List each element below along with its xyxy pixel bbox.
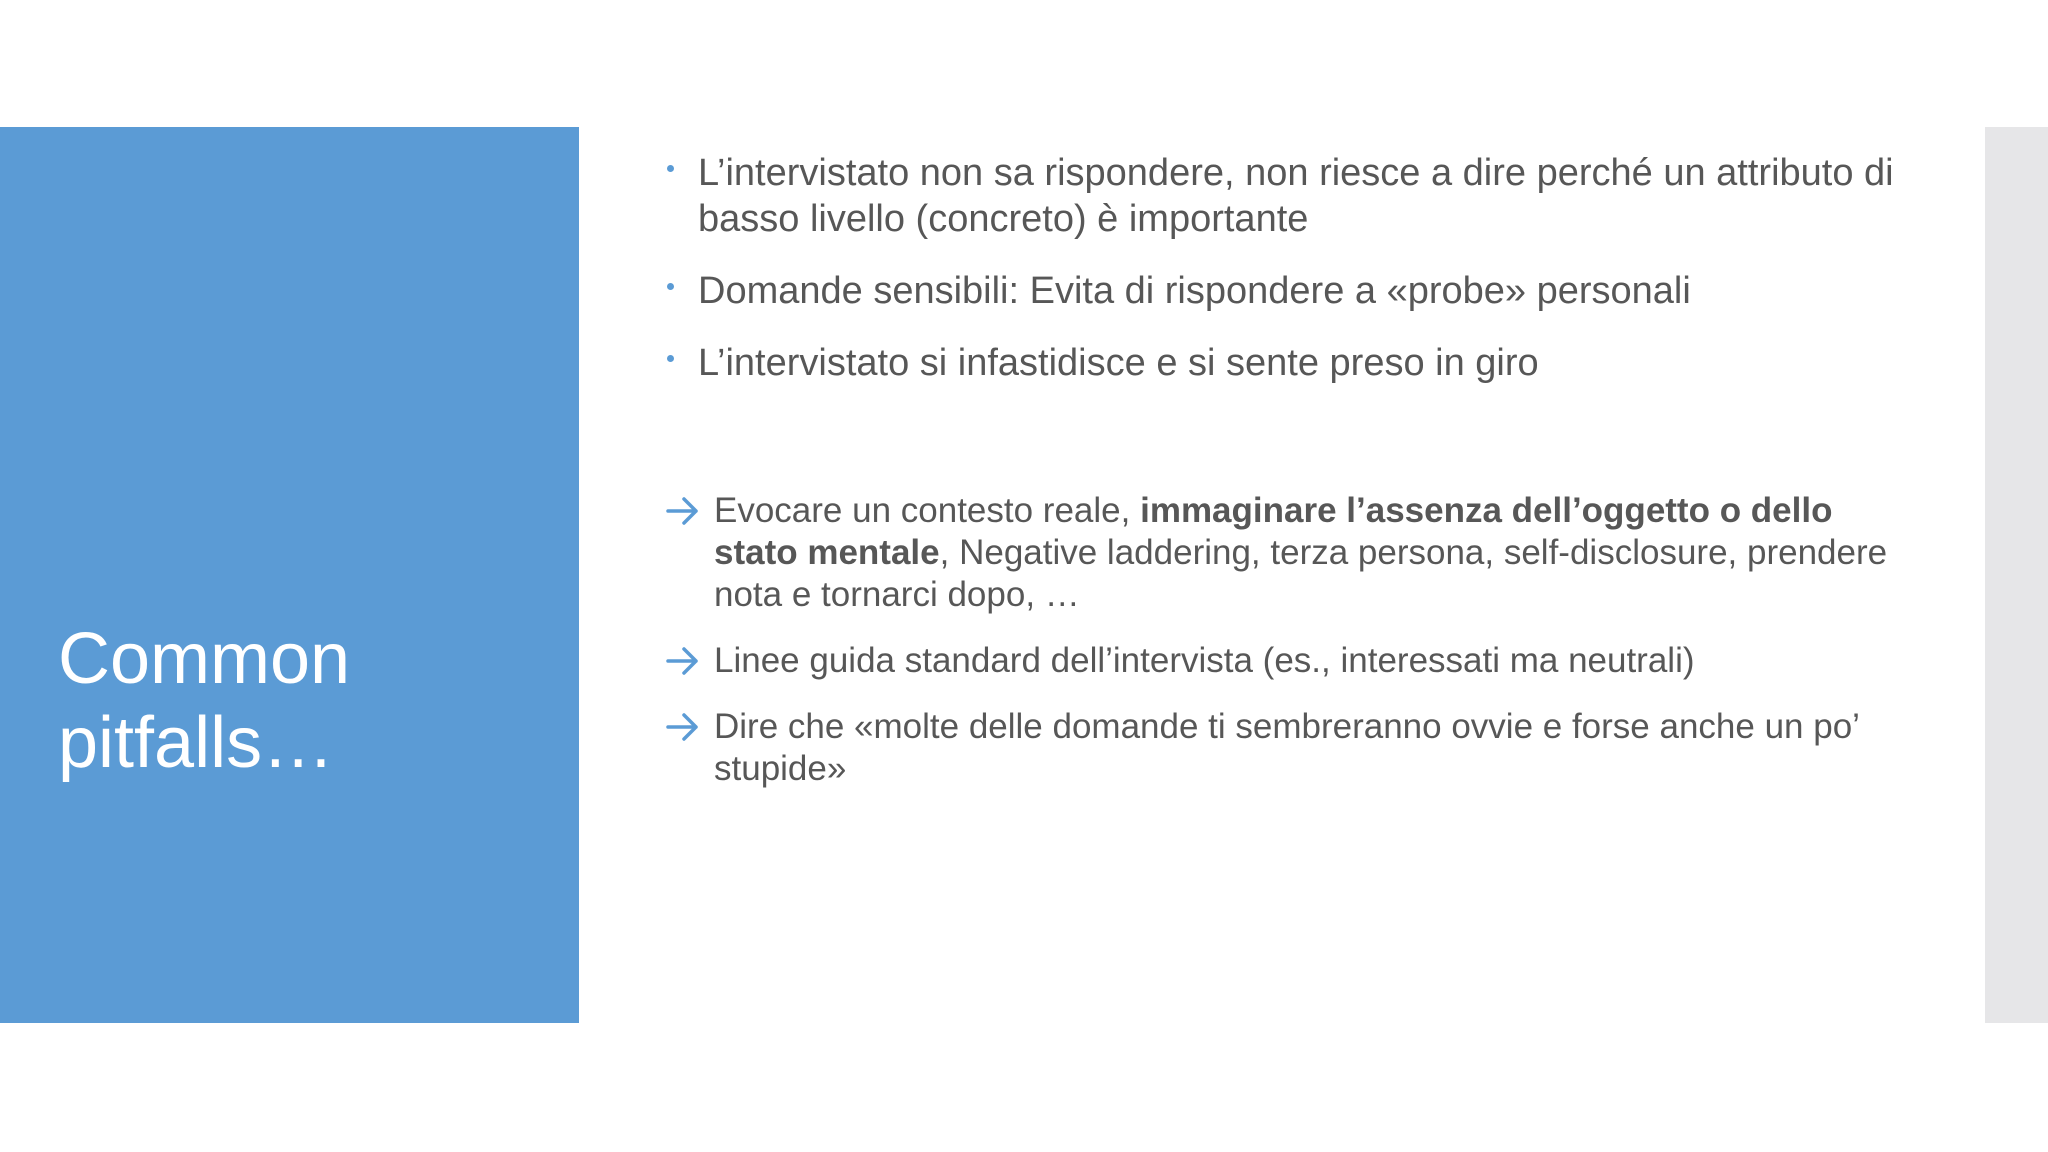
bullet-item (660, 150, 1910, 242)
bullet-item (660, 340, 1910, 386)
bullet-text: L’intervistato si infastidisce e si sente preso in giro (698, 342, 1539, 384)
title-panel (0, 127, 579, 1023)
bullet-text: Domande sensibili: Evita di rispondere a «probe» personali (698, 270, 1691, 312)
right-side-strip (1985, 127, 2048, 1023)
bullet-dot-icon (667, 165, 674, 172)
bullet-dot-icon (667, 355, 674, 362)
arrow-text-bold: immaginare l’assenza dell’oggetto o dello stato mentale (714, 491, 1833, 572)
arrow-text-prefix: Evocare un contesto reale, (714, 491, 1141, 530)
arrow-text-suffix: , Negative laddering, terza persona, self-disclosure, prendere nota e tornarci dopo, … (714, 533, 1888, 614)
slide-title: Common pitfalls… (58, 619, 351, 783)
arrow-item (660, 706, 1910, 790)
arrow-text: Dire che «molte delle domande ti sembreranno ovvie e forse anche un po’ stupide» (714, 707, 1859, 788)
bullet-dot-icon (667, 283, 674, 290)
bullet-text: L’intervistato non sa rispondere, non riesce a dire perché un attributo di basso livello (concreto) è importante (698, 152, 1894, 240)
right-arrow-icon (666, 496, 700, 526)
arrow-item (660, 640, 1910, 682)
arrow-text: Linee guida standard dell’intervista (es., interessati ma neutrali) (714, 641, 1695, 680)
arrow-list (660, 490, 1910, 790)
right-arrow-icon (666, 646, 700, 676)
content-area (660, 150, 1910, 814)
arrow-item (660, 490, 1910, 616)
bullet-list (660, 150, 1910, 386)
bullet-item (660, 268, 1910, 314)
right-arrow-icon (666, 712, 700, 742)
